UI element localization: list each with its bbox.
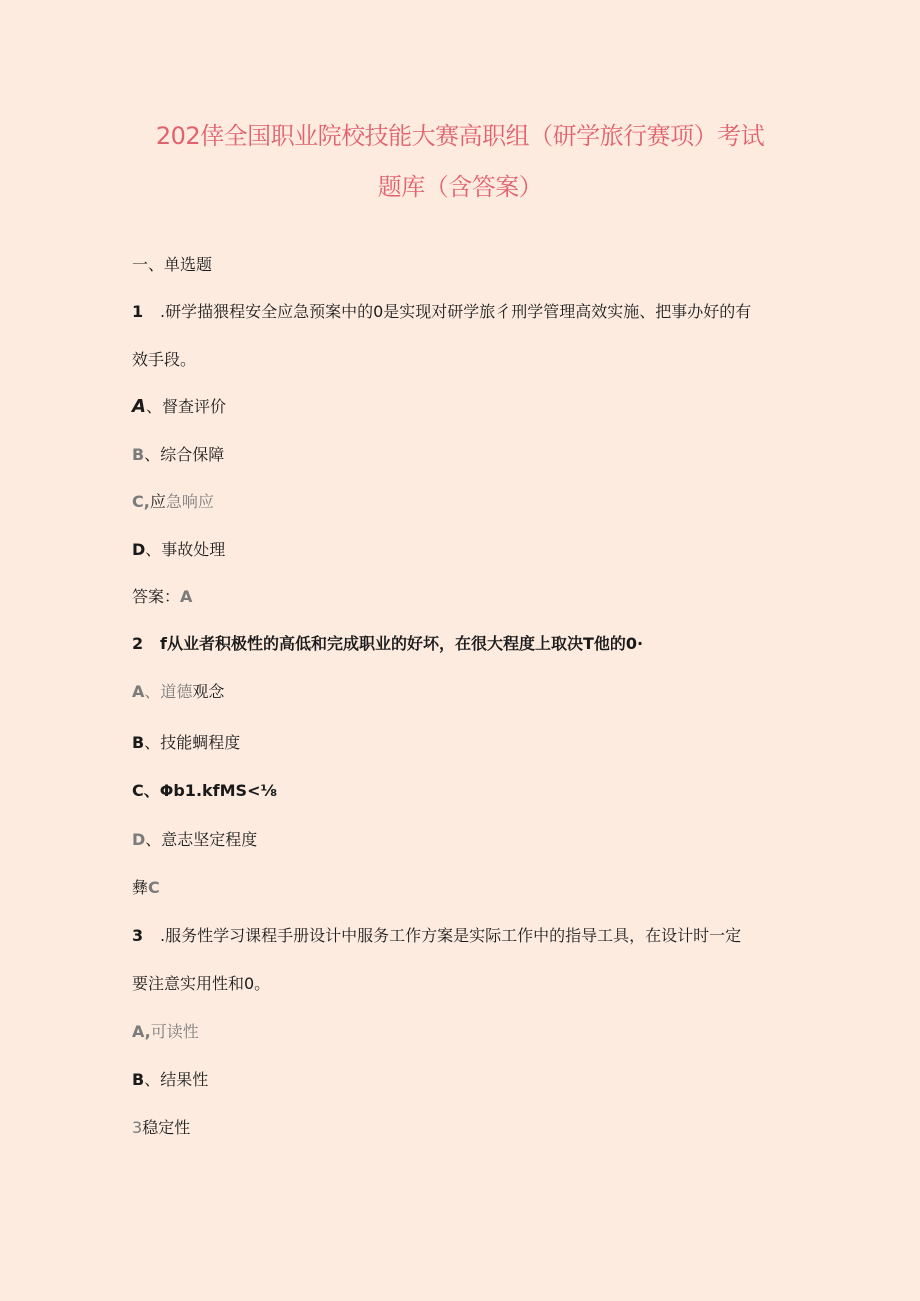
- doc-title-line-2: 题库（含答案）: [377, 173, 543, 201]
- q3-option-b-letter: B: [132, 1070, 145, 1089]
- q2-answer: [132, 877, 160, 899]
- question-3-number: 3: [132, 926, 144, 945]
- q1-option-b-letter: B: [132, 445, 145, 464]
- section-heading: 一、单选题: [132, 255, 213, 274]
- q2-option-a-letter: A: [132, 682, 145, 701]
- question-3-text-line-1: .服务性学习课程手册设计中服务工作方案是实际工作中的指导工具，在设计时一定: [160, 926, 742, 945]
- q1-option-b: [132, 444, 224, 466]
- question-1-line-1: [132, 301, 751, 323]
- q3-option-c: [132, 1117, 190, 1139]
- q3-option-c-letter: 3: [132, 1118, 143, 1137]
- q3-option-a-letter: A,: [132, 1022, 151, 1041]
- question-1-text-line-2: 效手段。: [132, 350, 197, 369]
- q2-option-c-letter: C: [132, 781, 144, 800]
- q2-answer-value: C: [148, 878, 160, 897]
- q3-option-c-text: 稳定性: [142, 1118, 191, 1137]
- q1-option-d-text: 、事故处理: [145, 540, 226, 559]
- question-2-line: [132, 633, 643, 655]
- q2-answer-label: 彝: [132, 878, 149, 897]
- q2-option-d: [132, 829, 257, 851]
- q1-option-a-text: 、督查评价: [145, 397, 226, 416]
- question-2-text: f从业者积极性的高低和完成职业的好坏，在很大程度上取决T他的0·: [160, 634, 644, 653]
- q1-option-a: [132, 396, 226, 418]
- q2-option-a: [132, 681, 224, 703]
- q1-option-c-letter: C,: [132, 492, 150, 511]
- doc-title-line-1: 202倖全国职业院校技能大赛高职组（研学旅行赛项）考试: [155, 122, 765, 150]
- q2-option-c: [132, 780, 277, 802]
- q2-option-c-text: 、Φb1.kfMS<⅛: [143, 781, 278, 800]
- q3-option-b-text: 、结果性: [144, 1070, 209, 1089]
- q1-answer-label: 答案：: [132, 587, 181, 606]
- q1-answer-value: A: [180, 587, 193, 606]
- q1-option-c-text-2: 急响应: [165, 492, 214, 511]
- q1-option-c-text-1: 应: [149, 492, 166, 511]
- q3-option-a-text: 可读性: [150, 1022, 199, 1041]
- q1-option-a-letter: A: [132, 396, 146, 417]
- q3-option-b: [132, 1069, 208, 1091]
- question-1-text-line-1: .研学描猥程安全应急预案中的0是实现对研学旅彳刑学管理高效实施、把事办好的有: [160, 302, 752, 321]
- q1-answer: [132, 586, 192, 608]
- q2-option-a-text-2: 观念: [192, 682, 225, 701]
- question-3-text-line-2: 要注意实用性和0。: [132, 974, 271, 993]
- q2-option-b-text: 、技能蜩程度: [144, 733, 241, 752]
- q1-option-d: [132, 539, 225, 561]
- question-2-number: 2: [132, 634, 144, 653]
- question-1-number: 1: [132, 302, 144, 321]
- q1-option-b-text: 、综合保障: [144, 445, 225, 464]
- q2-option-a-text-1: 、道德: [144, 682, 193, 701]
- q1-option-c: [132, 491, 214, 513]
- q2-option-b: [132, 732, 240, 754]
- q1-option-d-letter: D: [132, 540, 146, 559]
- q3-option-a: [132, 1021, 199, 1043]
- q2-option-b-letter: B: [132, 733, 145, 752]
- q2-option-d-letter: D: [132, 830, 146, 849]
- q2-option-d-text: 、意志坚定程度: [145, 830, 258, 849]
- question-3-line-1: [132, 925, 741, 947]
